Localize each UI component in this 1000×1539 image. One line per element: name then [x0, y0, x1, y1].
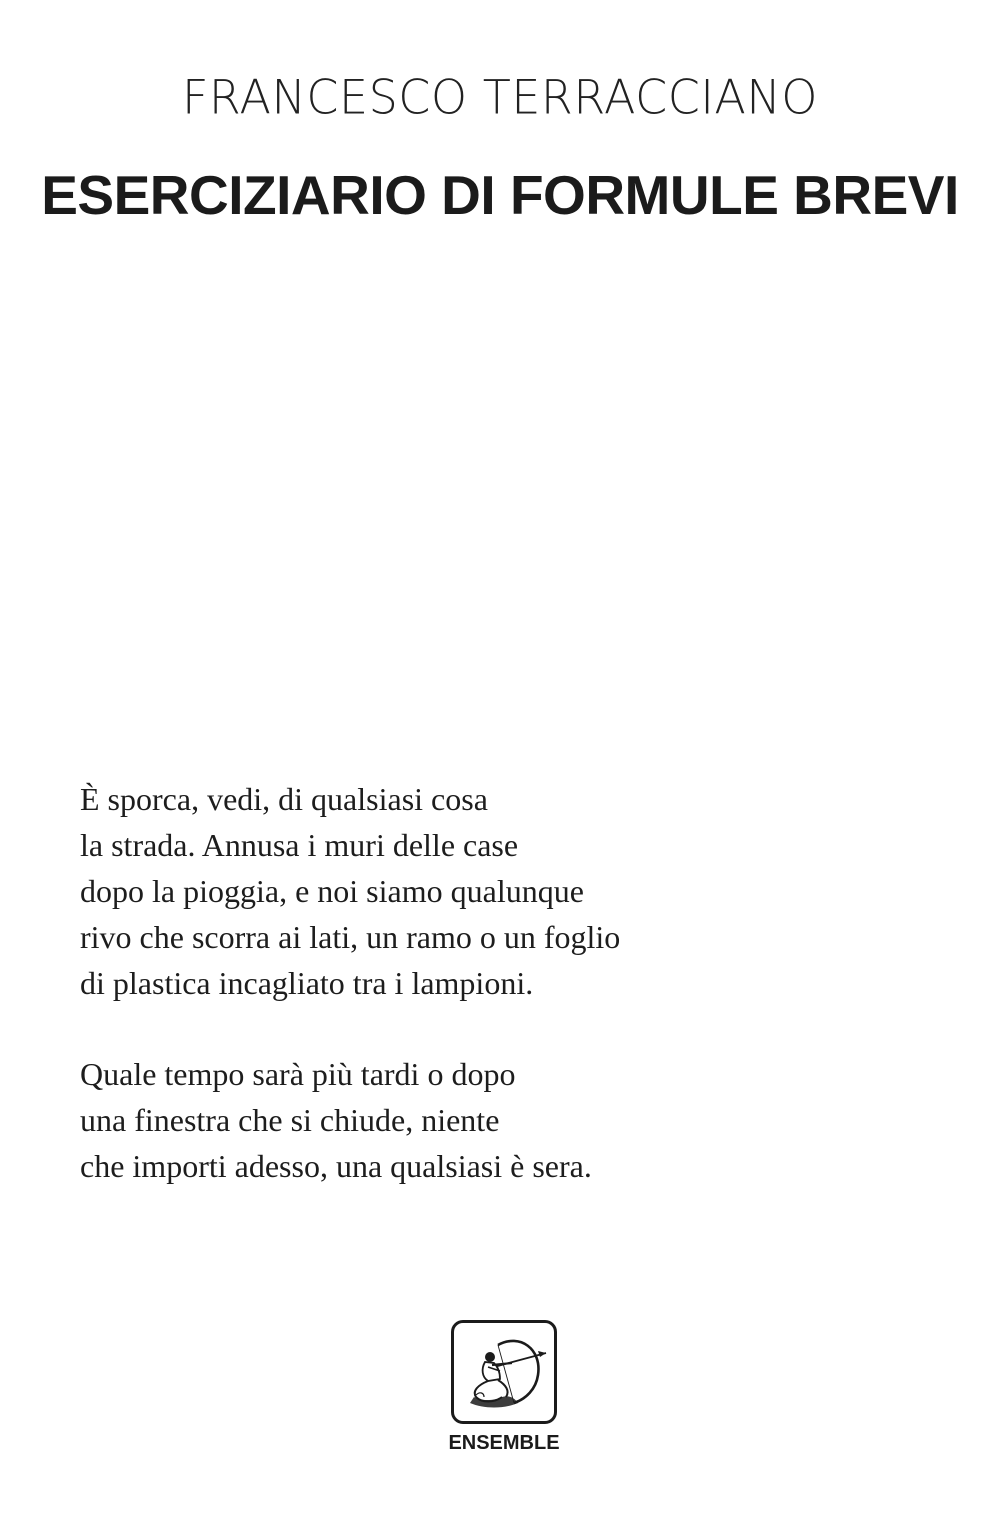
book-title: ESERCIZIARIO DI FORMULE BREVI: [41, 164, 959, 226]
poem-line: Quale tempo sarà più tardi o dopo: [80, 1056, 516, 1092]
poem-stanza: [80, 776, 900, 1006]
archer-logo-icon: [454, 1323, 554, 1421]
poem-line: rivo che scorra ai lati, un ramo o un foglio: [80, 919, 621, 955]
poem-stanza: [80, 1051, 900, 1189]
poem-line: una finestra che si chiude, niente: [80, 1102, 500, 1138]
poem-line: È sporca, vedi, di qualsiasi cosa: [80, 781, 488, 817]
poem-line: la strada. Annusa i muri delle case: [80, 827, 519, 863]
poem-line: che importi adesso, una qualsiasi è sera.: [80, 1148, 592, 1184]
author-name: FRANCESCO TERRACCIANO: [181, 69, 819, 125]
publisher-logo: [451, 1320, 557, 1424]
poem: [80, 776, 900, 1234]
publisher-name: ENSEMBLE: [448, 1432, 560, 1454]
poem-line: dopo la pioggia, e noi siamo qualunque: [80, 873, 584, 909]
poem-line: di plastica incagliato tra i lampioni.: [80, 965, 534, 1001]
